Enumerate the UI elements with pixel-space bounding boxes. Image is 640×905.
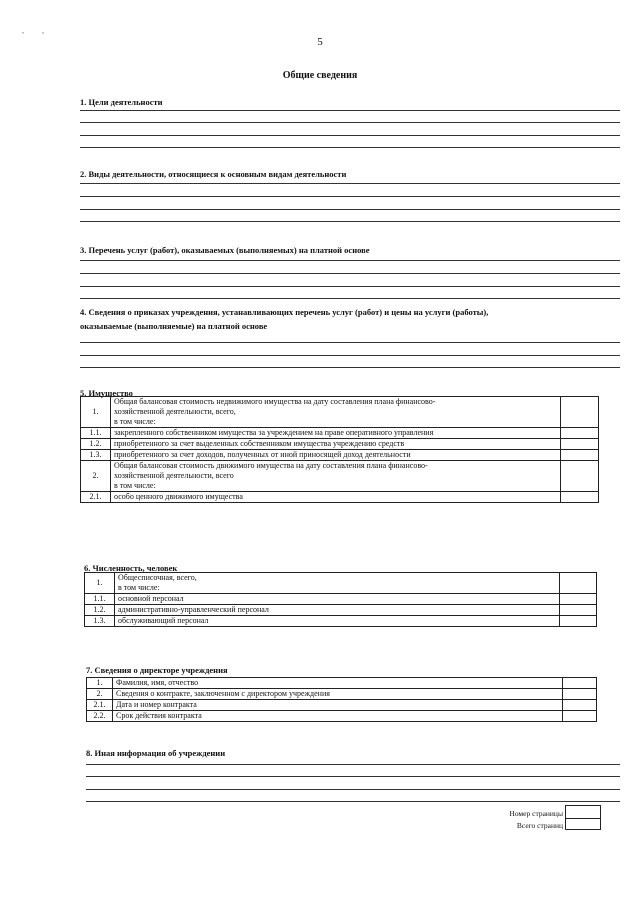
row-number: 2. — [81, 461, 111, 492]
row-number: 1.2. — [85, 605, 115, 616]
row-description-line: Общая балансовая стоимость движимого имущества на дату составления плана финансово- — [114, 461, 428, 470]
row-description — [111, 492, 561, 503]
row-description — [111, 397, 561, 428]
row-description-line: Общесписочная, всего, — [118, 573, 197, 582]
row-description — [113, 700, 563, 711]
fill-line — [80, 298, 620, 299]
row-description-line: в том числе: — [114, 417, 156, 426]
row-description — [113, 689, 563, 700]
row-description-line: Срок действия контракта — [116, 711, 202, 720]
value-cell[interactable] — [563, 689, 597, 700]
row-number: 1. — [87, 678, 113, 689]
row-description — [115, 616, 560, 627]
value-cell[interactable] — [561, 461, 599, 492]
row-description-line: особо ценного движимого имущества — [114, 492, 243, 501]
value-cell[interactable] — [561, 439, 599, 450]
fill-line — [80, 221, 620, 222]
row-description-line: в том числе: — [118, 583, 160, 592]
row-number: 2.1. — [87, 700, 113, 711]
row-description — [111, 461, 561, 492]
page-number: 5 — [317, 36, 323, 48]
row-number: 1.1. — [85, 594, 115, 605]
table-row — [85, 573, 597, 594]
fill-line — [86, 764, 620, 765]
value-cell[interactable] — [560, 594, 597, 605]
row-number: 1.2. — [81, 439, 111, 450]
row-number: 1.3. — [81, 450, 111, 461]
value-cell[interactable] — [563, 700, 597, 711]
value-cell[interactable] — [563, 711, 597, 722]
section-4-heading-line-2: оказываемые (выполняемые) на платной основе — [80, 321, 268, 331]
fill-line — [80, 260, 620, 261]
table-row — [81, 428, 599, 439]
fill-line — [80, 135, 620, 136]
row-description-line: основной персонал — [118, 594, 184, 603]
section-7-heading: 7. Сведения о директоре учреждения — [86, 665, 228, 675]
fill-line — [80, 196, 620, 197]
section-5-heading: 5. Имущество — [80, 388, 133, 398]
row-number: 2. — [87, 689, 113, 700]
fill-line — [80, 147, 620, 148]
fill-line — [80, 110, 620, 111]
row-description-line: Фамилия, имя, отчество — [116, 678, 199, 687]
page-number-label: Номер страницы — [509, 809, 563, 818]
row-number: 1.3. — [85, 616, 115, 627]
table-row — [85, 605, 597, 616]
scan-mark: , , — [22, 26, 44, 35]
fill-line — [80, 367, 620, 368]
row-number: 2.2. — [87, 711, 113, 722]
table-row — [81, 439, 599, 450]
row-number: 1. — [85, 573, 115, 594]
value-cell[interactable] — [560, 573, 597, 594]
fill-line — [80, 273, 620, 274]
row-description — [113, 711, 563, 722]
row-description-line: закрепленного собственником имущества за учреждением на праве оперативного управления — [114, 428, 434, 437]
fill-line — [86, 801, 620, 802]
section-2-heading: 2. Виды деятельности, относящиеся к основным видам деятельности — [80, 169, 347, 179]
row-description — [115, 605, 560, 616]
fill-line — [80, 355, 620, 356]
fill-line — [80, 183, 620, 184]
section-4-heading-line-1: 4. Сведения о приказах учреждения, устанавливающих перечень услуг (работ) и цены на услуги (работы), — [80, 307, 489, 317]
fill-line — [80, 122, 620, 123]
fill-line — [86, 776, 620, 777]
row-description-line: Общая балансовая стоимость недвижимого имущества на дату составления плана финансово- — [114, 397, 436, 406]
row-description — [115, 594, 560, 605]
row-description-line: приобретенного за счет выделенных собственником имущества учреждению средств — [114, 439, 405, 448]
table-row — [81, 450, 599, 461]
fill-line — [80, 209, 620, 210]
row-description-line: Дата и номер контракта — [116, 700, 197, 709]
table-row — [81, 492, 599, 503]
property-table — [80, 396, 599, 503]
row-description-line: хозяйственной деятельности, всего, — [114, 407, 236, 416]
section-1-heading: 1. Цели деятельности — [80, 97, 163, 107]
director-table — [86, 677, 597, 722]
total-pages-label: Всего страниц — [516, 821, 563, 830]
table-row — [87, 678, 597, 689]
table-row — [87, 700, 597, 711]
value-cell[interactable] — [561, 397, 599, 428]
fill-line — [80, 286, 620, 287]
value-cell[interactable] — [560, 605, 597, 616]
section-3-heading: 3. Перечень услуг (работ), оказываемых (выполняемых) на платной основе — [80, 245, 370, 255]
row-number: 2.1. — [81, 492, 111, 503]
table-row — [87, 689, 597, 700]
row-description-line: в том числе: — [114, 481, 156, 490]
value-cell[interactable] — [560, 616, 597, 627]
staff-table — [84, 572, 597, 627]
page-title: Общие сведения — [282, 70, 358, 81]
value-cell[interactable] — [561, 492, 599, 503]
value-cell[interactable] — [563, 678, 597, 689]
row-description-line: административно-управленческий персонал — [118, 605, 269, 614]
row-description — [115, 573, 560, 594]
table-row — [85, 594, 597, 605]
row-description — [111, 428, 561, 439]
table-row — [81, 461, 599, 492]
total-pages-box — [565, 817, 601, 830]
row-description — [111, 450, 561, 461]
fill-line — [80, 342, 620, 343]
table-row — [85, 616, 597, 627]
section-6-heading: 6. Численность, человек — [84, 563, 178, 573]
value-cell[interactable] — [561, 428, 599, 439]
row-description — [113, 678, 563, 689]
row-description-line: Сведения о контракте, заключенном с директором учреждения — [116, 689, 330, 698]
fill-line — [86, 789, 620, 790]
row-description-line: хозяйственной деятельности, всего — [114, 471, 234, 480]
row-description-line: приобретенного за счет доходов, полученных от иной приносящей доход деятельности — [114, 450, 411, 459]
row-number: 1.1. — [81, 428, 111, 439]
table-row — [87, 711, 597, 722]
table-row — [81, 397, 599, 428]
row-number: 1. — [81, 397, 111, 428]
value-cell[interactable] — [561, 450, 599, 461]
row-description-line: обслуживающий персонал — [118, 616, 209, 625]
section-8-heading: 8. Иная информация об учреждении — [86, 748, 226, 758]
row-description — [111, 439, 561, 450]
